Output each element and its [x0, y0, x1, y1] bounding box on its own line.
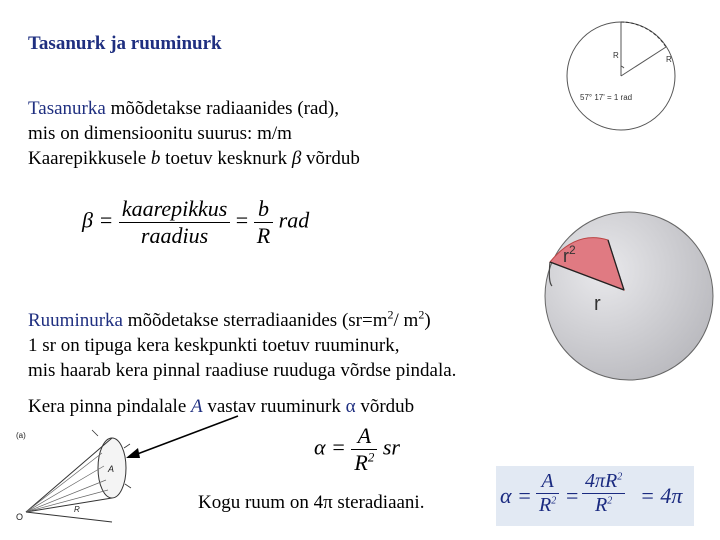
radius-line [26, 512, 112, 522]
symbol-b: b [150, 148, 161, 169]
superscript: 2 [387, 307, 394, 322]
symbol-beta: β [291, 148, 302, 169]
denominator: raadius [140, 223, 209, 248]
fraction-a-over-r2 [536, 470, 559, 517]
text-segment: toetuv kesknurk [160, 148, 292, 169]
tasanurk-line-2: mis on dimensioonitu suurus: m/m [28, 123, 292, 144]
equation-box-content [496, 466, 694, 526]
denominator [351, 450, 377, 476]
tasanurk-line-1-rest: mõõdetakse radiaanides (rad), [105, 98, 339, 119]
cone-ray [26, 480, 106, 512]
ruuminurk-term: Ruuminurka [28, 310, 123, 331]
superscript: 2 [617, 471, 623, 483]
tasanurk-line-3 [28, 147, 360, 170]
formula-lhs: α = [314, 434, 346, 460]
denominator: R [256, 223, 271, 248]
fraction-a-over-r2 [351, 423, 377, 476]
ruuminurk-line-3: mis haarab kera pinnal raadiuse ruuduga võrdse pindala. [28, 360, 457, 381]
caption-one-radian: 57° 17' = 1 rad [580, 93, 633, 102]
tick-mark [92, 430, 98, 436]
numerator: A [536, 470, 559, 494]
text-segment: vastav ruuminurk [202, 396, 346, 417]
numerator: kaarepikkus [119, 196, 230, 223]
equals-sign: = [566, 483, 579, 508]
numerator: b [254, 196, 273, 223]
den-r: R [539, 494, 552, 516]
den-r: R [595, 494, 608, 516]
solid-angle-cone-diagram [12, 428, 136, 534]
tasanurk-line-1 [28, 97, 339, 120]
text-segment: ) [424, 310, 431, 331]
ruuminurk-line-2: 1 sr on tipuga kera keskpunkti toetuv ruuminurk, [28, 335, 400, 356]
cone-edge-bottom [26, 498, 112, 512]
num-4pir: 4πR [585, 470, 618, 492]
equals-4pi: = 4π [640, 483, 683, 508]
equation-lhs: α = [500, 483, 532, 508]
text-segment: mõõdetakse sterradiaanides (sr=m [123, 310, 388, 331]
unit-sr: sr [382, 434, 400, 460]
page-title: Tasanurk ja ruuminurk [28, 33, 222, 54]
label-origin: O [16, 512, 24, 522]
text-segment: võrdub [301, 148, 360, 169]
cone-ray [26, 466, 104, 512]
sphere-diagram [536, 210, 716, 382]
label-a-part: (a) [16, 431, 26, 440]
sphere [545, 212, 713, 380]
fraction-b-over-r [254, 196, 273, 249]
equation-box [496, 466, 694, 526]
superscript: 2 [569, 243, 576, 257]
numerator [582, 470, 625, 494]
text-segment: võrdub [355, 396, 415, 417]
fraction-arc-over-radius [119, 196, 230, 249]
unit-rad: rad [278, 207, 310, 233]
tick-mark [125, 484, 131, 488]
numerator: A [351, 423, 377, 450]
text-segment: Kera pinna pindalale [28, 396, 192, 417]
label-radius-r: R [74, 505, 80, 514]
superscript: 2 [367, 449, 375, 465]
symbol-a: A [191, 396, 203, 417]
arrow-head [126, 448, 140, 458]
symbol-alpha: α [345, 396, 356, 417]
fraction-4pir2-over-r2 [582, 470, 625, 517]
denominator [582, 494, 625, 517]
radian-circle-diagram [558, 18, 684, 136]
kogu-ruum-text: Kogu ruum on 4π steradiaani. [198, 492, 425, 513]
text-segment: Kaarepikkusele [28, 148, 151, 169]
superscript: 2 [418, 307, 425, 322]
cone-ray [26, 453, 102, 512]
formula-beta [82, 196, 309, 249]
superscript: 2 [551, 495, 557, 507]
label-r-2: R [666, 55, 672, 64]
formula-alpha [314, 423, 400, 476]
pointer-arrow [120, 410, 250, 466]
label-r-1: R [613, 51, 619, 60]
formula-lhs: β = [82, 207, 114, 233]
tasanurk-term: Tasanurka [28, 98, 106, 119]
arrow-line [132, 416, 238, 456]
label-r: r [563, 246, 569, 266]
superscript: 2 [607, 495, 613, 507]
text-segment: / m [393, 310, 419, 331]
den-r: R [354, 450, 368, 475]
label-area-a: A [108, 464, 115, 474]
equals-sign: = [235, 207, 249, 233]
denominator [536, 494, 559, 517]
ruuminurk-line-1 [28, 309, 431, 332]
label-radius: r [594, 293, 601, 315]
